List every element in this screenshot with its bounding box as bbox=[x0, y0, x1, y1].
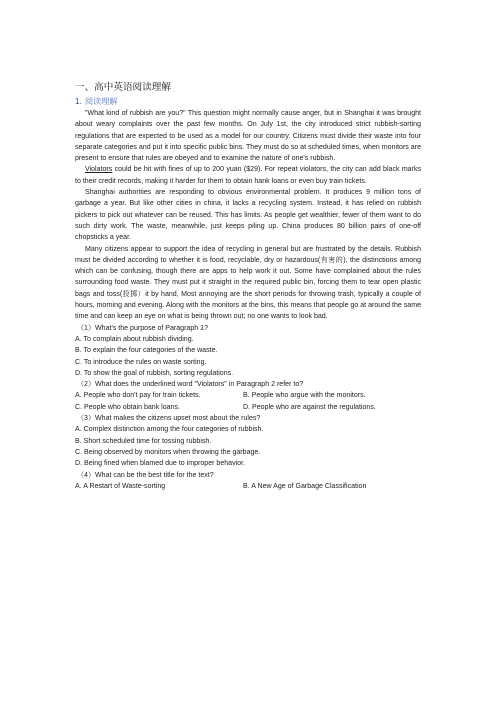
subsection-label: 阅读理解 bbox=[84, 97, 118, 106]
question-2-options-row-2 bbox=[75, 402, 421, 413]
question-2-option-a: A. People who don't pay for train tickets. bbox=[75, 392, 201, 400]
subsection-heading bbox=[75, 96, 421, 107]
question-2-option-c: C. People who obtain bank loans. bbox=[75, 403, 180, 411]
question-3-option-c: C. Being observed by monitors when throwing the garbage. bbox=[75, 448, 261, 456]
question-4-stem: （4）What can be the best title for the text? bbox=[77, 471, 214, 479]
passage-paragraph-2 bbox=[75, 164, 421, 187]
passage-paragraph-3: Shanghai authorities are responding to obvious environmental problem. It produces 9 million tons of garbage a year. But like other cities in china, it lacks a recycling system. Instead, it has relied on rubbish pickers to pick out whatever can be reused. This has limits. As people get wealthier, fewer of them want to do such dirty work. The waste, meanwhile, just keeps piling up. China produces 80 billion pairs of one-off chopsticks a year. bbox=[75, 189, 421, 242]
question-2-stem: （2）What does the underlined word "Violators" in Paragraph 2 refer to? bbox=[77, 381, 304, 389]
section-heading: 一、高中英语阅读理解 bbox=[75, 82, 171, 93]
question-2-option-b: B. People who argue with the monitors. bbox=[243, 392, 366, 400]
document-content bbox=[75, 82, 421, 492]
question-1-option-d: D. To show the goal of rubbish, sorting regulations. bbox=[75, 369, 234, 377]
question-4-options-row-1 bbox=[75, 481, 421, 492]
question-4-option-a: A. A Restart of Waste-sorting bbox=[75, 482, 166, 490]
subsection-number: 1. bbox=[75, 97, 82, 106]
question-1-option-c: C. To introduce the rules on waste sorting. bbox=[75, 358, 207, 366]
passage-paragraph-1: "What kind of rubbish are you?" This question might normally cause anger, but in Shanghai it was brought about weary complaints over the past few months. On July 1st, the city introduced strict rubbish-sorting regulations that are expected to be used as a model for our country. Citizens must divide their waste into four separate categories and put it into specific public bins. They must do so at scheduled times, when monitors are present to ensure that rules are obeyed and to examine the nature of one's rubbish. bbox=[75, 110, 421, 163]
question-1-option-b: B. To explain the four categories of the waste. bbox=[75, 347, 218, 355]
question-3-option-d: D. Being fined when blamed due to improper behavior. bbox=[75, 460, 246, 468]
underlined-word-violators: Violators bbox=[85, 166, 113, 174]
question-2-option-d: D. People who are against the regulations. bbox=[243, 403, 376, 411]
question-2-options-row-1 bbox=[75, 390, 421, 401]
question-3-stem: （3）What makes the citizens upset most about the rules? bbox=[77, 415, 261, 423]
question-3-option-a: A. Complex distinction among the four categories of rubbish. bbox=[75, 426, 264, 434]
passage-paragraph-4: Many citizens appear to support the idea of recycling in general but are frustrated by the details. Rubbish must be divided according to whether it is food, recyclable, dry or hazardous(有害的), the distinctions among which can be confusing, though there are apps to help work it out. Some have complained about the rules surrounding food waste. They must put it straight in the required public bin, forcing them to tear open plastic bags and toss(投掷）it by hand, Most annoying are the short periods for throwing trash, typically a couple of hours, morning and evening. Along with the monitors at the bins, this means that people go at around the same time and can keep an eye on what is being thrown out; no one wants to look bad. bbox=[75, 245, 421, 321]
paragraph-2-text: could be hit with fines of up to 200 yuan ($29). For repeat violators, the city can add black marks to their credit records, making it harder for them to obtain hank loans or even buy train tickets. bbox=[75, 166, 421, 185]
question-3-option-b: B. Short scheduled time for tossing rubbish. bbox=[75, 437, 212, 445]
question-1-option-a: A. To complain about rubbish dividing. bbox=[75, 335, 194, 343]
question-1-stem: （1）What's the purpose of Paragraph 1? bbox=[77, 324, 209, 332]
question-4-option-b: B. A New Age of Garbage Classification bbox=[243, 482, 367, 490]
